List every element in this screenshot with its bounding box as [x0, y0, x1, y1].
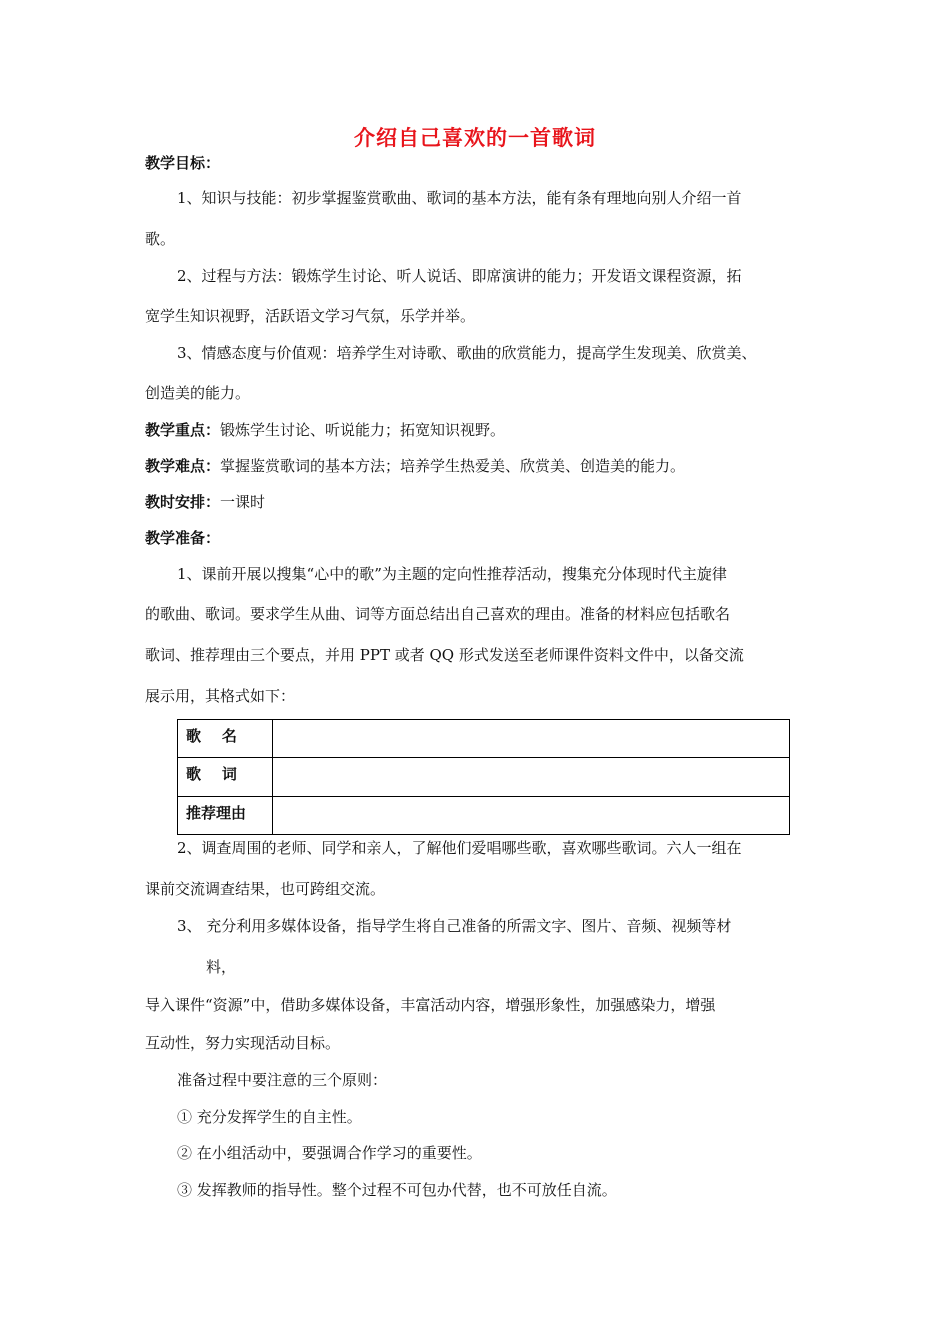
- prep-3-line-3: 导入课件“资源”中，借助多媒体设备，丰富活动内容，增强形象性，加强感染力，增强: [145, 996, 716, 1014]
- prep-2-line-1: 2、调查周围的老师、同学和亲人，了解他们爱唱哪些歌，喜欢哪些歌词。六人一组在: [177, 839, 742, 857]
- prep-3-line-2: 料，: [206, 958, 237, 976]
- principles-intro: 准备过程中要注意的三个原则：: [177, 1071, 388, 1089]
- key-points-label: 教学重点：: [145, 421, 221, 439]
- table-label-song-name: 歌 名: [178, 720, 273, 758]
- schedule: [145, 492, 265, 512]
- principle-1: ① 充分发挥学生的自主性。: [177, 1108, 362, 1126]
- objective-2-line-2: 宽学生知识视野，活跃语文学习气氛，乐学并举。: [145, 307, 476, 325]
- table-row: [178, 796, 790, 834]
- table-cell-empty: [273, 796, 790, 834]
- objectives-heading: 教学目标：: [145, 154, 221, 172]
- preparation-heading: 教学准备：: [145, 529, 221, 547]
- table-cell-empty: [273, 720, 790, 758]
- objective-1-line-1: 1、知识与技能：初步掌握鉴赏歌曲、歌词的基本方法，能有条有理地向别人介绍一首: [177, 189, 742, 207]
- objective-1-line-2: 歌。: [145, 230, 176, 248]
- prep-3-line-1: 3、 充分利用多媒体设备，指导学生将自己准备的所需文字、图片、音频、视频等材: [177, 917, 732, 935]
- objective-2-line-1: 2、过程与方法：锻炼学生讨论、听人说话、即席演讲的能力；开发语文课程资源，拓: [177, 267, 742, 285]
- prep-1-line-2: 的歌曲、歌词。要求学生从曲、词等方面总结出自己喜欢的理由。准备的材料应包括歌名: [145, 605, 731, 623]
- difficulties-label: 教学难点：: [145, 457, 221, 475]
- table-label-reason: 推荐理由: [178, 796, 273, 834]
- prep-3-line-4: 互动性，努力实现活动目标。: [145, 1034, 341, 1052]
- table-row: [178, 758, 790, 796]
- difficulties: [145, 456, 685, 476]
- principle-2: ② 在小组活动中，要强调合作学习的重要性。: [177, 1144, 482, 1162]
- difficulties-text: 掌握鉴赏歌词的基本方法；培养学生热爱美、欣赏美、创造美的能力。: [220, 457, 686, 475]
- prep-1-line-4: 展示用，其格式如下：: [145, 687, 296, 705]
- prep-1-line-1: 1、课前开展以搜集“心中的歌”为主题的定向性推荐活动，搜集充分体现时代主旋律: [177, 565, 727, 583]
- table-label-lyrics: 歌 词: [178, 758, 273, 796]
- key-points: [145, 420, 505, 440]
- objective-3-line-1: 3、情感态度与价值观：培养学生对诗歌、歌曲的欣赏能力，提高学生发现美、欣赏美、: [177, 344, 757, 362]
- table-cell-empty: [273, 758, 790, 796]
- schedule-label: 教时安排：: [145, 493, 221, 511]
- prep-2-line-2: 课前交流调查结果，也可跨组交流。: [145, 880, 386, 898]
- principle-3: ③ 发挥教师的指导性。整个过程不可包办代替，也不可放任自流。: [177, 1181, 617, 1199]
- objective-3-line-2: 创造美的能力。: [145, 384, 251, 402]
- schedule-text: 一课时: [220, 493, 266, 511]
- key-points-text: 锻炼学生讨论、听说能力；拓宽知识视野。: [220, 421, 506, 439]
- document-title: 介绍自己喜欢的一首歌词: [354, 126, 596, 150]
- table-row: [178, 720, 790, 758]
- song-format-table: [177, 719, 790, 835]
- prep-1-line-3: 歌词、推荐理由三个要点，并用 PPT 或者 QQ 形式发送至老师课件资料文件中，以备交流: [145, 646, 744, 664]
